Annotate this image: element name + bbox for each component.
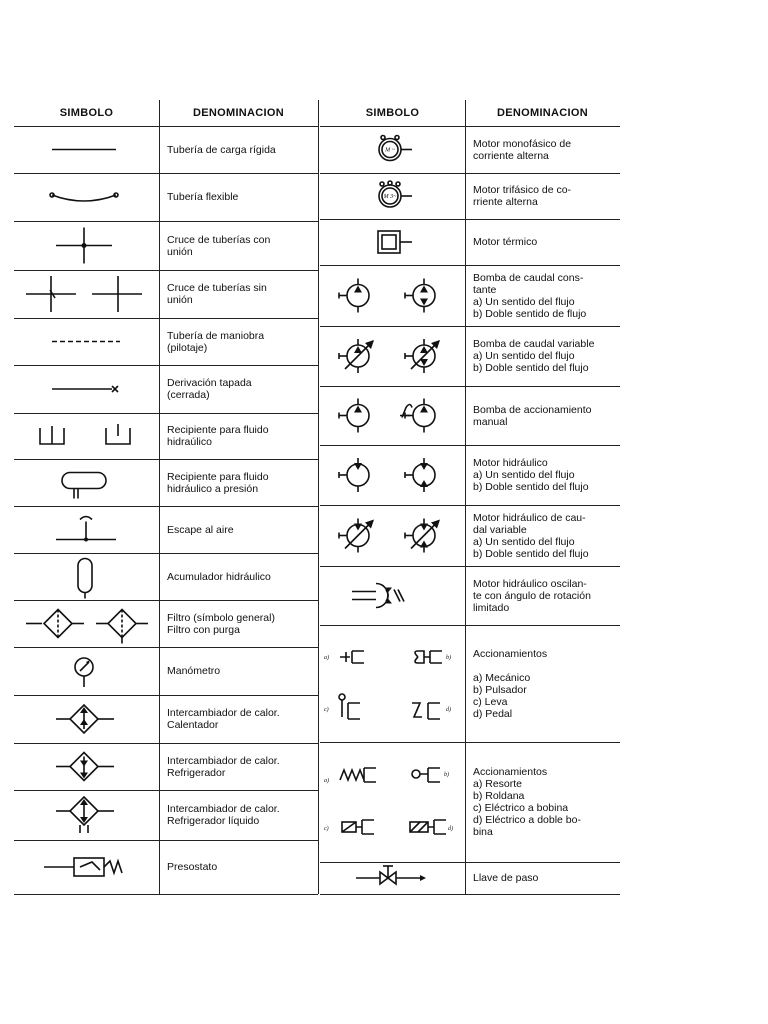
denomination-line: Motor monofásico de	[473, 137, 572, 150]
denomination-line: a) Un sentido del flujo	[473, 469, 575, 481]
right-row-denomination	[465, 505, 620, 566]
denomination-line: bina	[473, 826, 493, 838]
denomination-line: a) Un sentido del flujo	[473, 535, 575, 548]
tag-a: a)	[324, 778, 329, 784]
actuation-mechanical-symbol-drawing	[320, 625, 465, 742]
right-name-header: DENOMINACION	[497, 107, 588, 119]
denomination-line: a) Un sentido del flujo	[473, 295, 575, 308]
cooler-symbol	[14, 743, 159, 790]
pipe-crossing-joined-symbol-drawing	[14, 221, 159, 270]
denomination-line: a) Resorte	[473, 778, 523, 790]
denomination-line: Motor hidráulico oscilan-	[473, 577, 587, 590]
pipe-crossing-unjoined-symbol-drawing	[14, 270, 159, 318]
accumulator-symbol	[14, 553, 159, 600]
denomination-line: b) Doble sentido del flujo	[473, 481, 589, 493]
denomination-line: Refrigerador líquido	[167, 815, 260, 827]
left-row-denomination	[159, 506, 318, 553]
denomination-line: b) Doble sentido de flujo	[473, 307, 587, 320]
denomination-line: Bomba de caudal cons-	[473, 271, 584, 284]
denomination-line: Bomba de accionamiento	[473, 403, 592, 416]
denomination-line: Derivación tapada	[167, 377, 252, 389]
left-row-denomination	[159, 647, 318, 695]
denomination-line: Presostato	[167, 861, 218, 873]
left-name-header: DENOMINACION	[193, 107, 284, 119]
right-row-denomination	[465, 386, 620, 445]
fixed-pump-symbol	[320, 265, 465, 326]
left-row-denomination	[159, 790, 318, 840]
filter-symbol	[14, 600, 159, 647]
stop-valve-symbol-drawing	[320, 862, 465, 894]
pressure-switch-symbol-drawing	[14, 840, 159, 894]
left-table-bottom	[14, 894, 318, 895]
tag-a: a)	[324, 655, 329, 661]
hydraulic-motor-symbol-drawing	[320, 445, 465, 505]
denomination-line: Cruce de tuberías con	[167, 233, 271, 246]
denomination-line: Intercambiador de calor.	[167, 803, 280, 815]
tag-b: b)	[444, 772, 449, 778]
tag-d: d)	[448, 826, 453, 832]
motor-glyph: M ~	[385, 147, 395, 154]
denomination-line: Escape al aire	[167, 523, 234, 536]
rigid-pipe-symbol-drawing	[14, 126, 159, 173]
right-row-denomination	[465, 742, 620, 862]
denomination-line: Llave de paso	[473, 872, 539, 884]
denomination-line: rriente alterna	[473, 196, 538, 208]
denomination-line: Intercambiador de calor.	[167, 754, 280, 767]
flexible-pipe-symbol-drawing	[14, 173, 159, 221]
left-row-denomination	[159, 173, 318, 221]
denomination-line: (pilotaje)	[167, 341, 208, 354]
denomination-line: a) Un sentido del flujo	[473, 350, 575, 362]
denomination-line: d) Eléctrico a doble bo-	[473, 814, 581, 826]
variable-hydraulic-motor-symbol	[320, 505, 465, 566]
tag-b: b)	[446, 655, 451, 661]
denomination-line: tante	[473, 283, 497, 296]
left-row-denomination	[159, 365, 318, 413]
denomination-line: Tubería flexible	[167, 191, 239, 203]
denomination-line: c) Eléctrico a bobina	[473, 802, 569, 814]
right-row-denomination	[465, 566, 620, 625]
denomination-line: Tubería de maniobra	[167, 329, 265, 342]
denomination-line: Tubería de carga rígida	[167, 143, 276, 156]
pressure-switch-symbol	[14, 840, 159, 894]
denomination-line: Accionamientos	[473, 766, 548, 778]
denomination-line: Acumulador hidráulico	[167, 570, 271, 583]
manual-pump-symbol	[320, 386, 465, 445]
denomination-line: unión	[167, 245, 193, 258]
left-row-denomination	[159, 413, 318, 459]
denomination-line: b) Doble sentido del flujo	[473, 362, 589, 374]
left-symbol-header: SIMBOLO	[59, 107, 114, 119]
denomination-line: corriente alterna	[473, 149, 549, 162]
cooler-symbol-drawing	[14, 743, 159, 790]
denomination-line: Recipiente para fluido	[167, 424, 269, 436]
denomination-line: b) Roldana	[473, 790, 525, 802]
air-vent-symbol-drawing	[14, 506, 159, 553]
right-row-denomination	[465, 445, 620, 505]
denomination-line: Refrigerador	[167, 766, 226, 779]
left-row-denomination	[159, 553, 318, 600]
plugged-branch-symbol-drawing	[14, 365, 159, 413]
pressure-gauge-symbol-drawing	[14, 647, 159, 695]
manual-pump-symbol-drawing	[320, 386, 465, 445]
pipe-crossing-joined-symbol	[14, 221, 159, 270]
pilot-line-symbol-drawing	[14, 318, 159, 365]
left-row-denomination	[159, 743, 318, 790]
fluid-reservoir-symbol-drawing	[14, 413, 159, 459]
denomination-line: d) Pedal	[473, 707, 513, 720]
liquid-cooler-symbol	[14, 790, 159, 840]
air-vent-symbol	[14, 506, 159, 553]
right-symbol-header: SIMBOLO	[365, 107, 420, 119]
left-row-denomination	[159, 840, 318, 894]
pipe-crossing-unjoined-symbol	[14, 270, 159, 318]
thermal-motor-symbol	[320, 219, 465, 265]
heater-symbol	[14, 695, 159, 743]
denomination-line: Cruce de tuberías sin	[167, 282, 267, 294]
left-row-denomination	[159, 221, 318, 270]
oscillating-motor-symbol-drawing	[320, 566, 465, 625]
three-phase-motor-symbol-drawing	[320, 173, 465, 219]
fixed-pump-symbol-drawing	[320, 265, 465, 326]
denomination-line: Accionamientos	[473, 647, 548, 660]
left-row-denomination	[159, 600, 318, 647]
actuation-spring-symbol-drawing	[320, 742, 465, 862]
denomination-line: Bomba de caudal variable	[473, 338, 595, 350]
denomination-line: Motor hidráulico de cau-	[473, 511, 586, 524]
left-row-denomination	[159, 459, 318, 506]
right-row-denomination	[465, 326, 620, 386]
right-row-denomination	[465, 625, 620, 742]
variable-pump-symbol-drawing	[320, 326, 465, 386]
denomination-line: Motor térmico	[473, 236, 538, 248]
denomination-line: te con ángulo de rotación	[473, 589, 591, 602]
denomination-line: Filtro con purga	[167, 623, 240, 636]
denomination-line: hidraúlico	[167, 436, 212, 448]
stop-valve-symbol	[320, 862, 465, 894]
variable-hydraulic-motor-symbol-drawing	[320, 505, 465, 566]
right-row-denomination	[465, 265, 620, 326]
left-row-denomination	[159, 270, 318, 318]
actuation-mechanical-symbol	[320, 625, 465, 742]
denomination-line: Motor trifásico de co-	[473, 184, 572, 196]
right-row-denomination	[465, 126, 620, 173]
single-phase-motor-symbol-drawing	[320, 126, 465, 173]
denomination-line: Recipiente para fluido	[167, 470, 269, 483]
single-phase-motor-symbol	[320, 126, 465, 173]
pressure-reservoir-symbol-drawing	[14, 459, 159, 506]
left-row-denomination	[159, 126, 318, 173]
denomination-line: unión	[167, 294, 193, 306]
tag-d: d)	[446, 707, 451, 713]
oscillating-motor-symbol	[320, 566, 465, 625]
tag-c: c)	[324, 707, 329, 713]
symbol-table	[14, 100, 620, 894]
actuation-spring-symbol	[320, 742, 465, 862]
liquid-cooler-symbol-drawing	[14, 790, 159, 840]
right-row-denomination	[465, 173, 620, 219]
denomination-line: limitado	[473, 601, 510, 614]
denomination-line: Filtro (símbolo general)	[167, 611, 275, 624]
rigid-pipe-symbol	[14, 126, 159, 173]
plugged-branch-symbol	[14, 365, 159, 413]
left-row-denomination	[159, 318, 318, 365]
heater-symbol-drawing	[14, 695, 159, 743]
denomination-line: Intercambiador de calor.	[167, 707, 280, 719]
three-phase-motor-symbol	[320, 173, 465, 219]
denomination-line: a) Mecánico	[473, 671, 531, 684]
flexible-pipe-symbol	[14, 173, 159, 221]
fluid-reservoir-symbol	[14, 413, 159, 459]
variable-pump-symbol	[320, 326, 465, 386]
denomination-line: Calentador	[167, 719, 219, 731]
accumulator-symbol-drawing	[14, 553, 159, 600]
denomination-line: b) Doble sentido del flujo	[473, 547, 589, 560]
motor-glyph: M 3~	[383, 194, 397, 200]
thermal-motor-symbol-drawing	[320, 219, 465, 265]
filter-symbol-drawing	[14, 600, 159, 647]
right-table-bottom	[320, 894, 620, 895]
denomination-line: hidráulico a presión	[167, 482, 259, 495]
pilot-line-symbol	[14, 318, 159, 365]
denomination-line: c) Leva	[473, 695, 508, 708]
hydraulic-motor-symbol	[320, 445, 465, 505]
tag-c: c)	[324, 826, 329, 832]
denomination-line: manual	[473, 415, 508, 428]
left-row-denomination	[159, 695, 318, 743]
denomination-line: dal variable	[473, 523, 527, 536]
right-row-denomination	[465, 219, 620, 265]
denomination-line: (cerrada)	[167, 389, 210, 401]
pressure-reservoir-symbol	[14, 459, 159, 506]
right-row-denomination	[465, 862, 620, 894]
denomination-line: b) Pulsador	[473, 683, 527, 696]
denomination-line: Motor hidráulico	[473, 457, 548, 469]
denomination-line: Manómetro	[167, 665, 221, 677]
denomination-line	[473, 660, 620, 672]
pressure-gauge-symbol	[14, 647, 159, 695]
